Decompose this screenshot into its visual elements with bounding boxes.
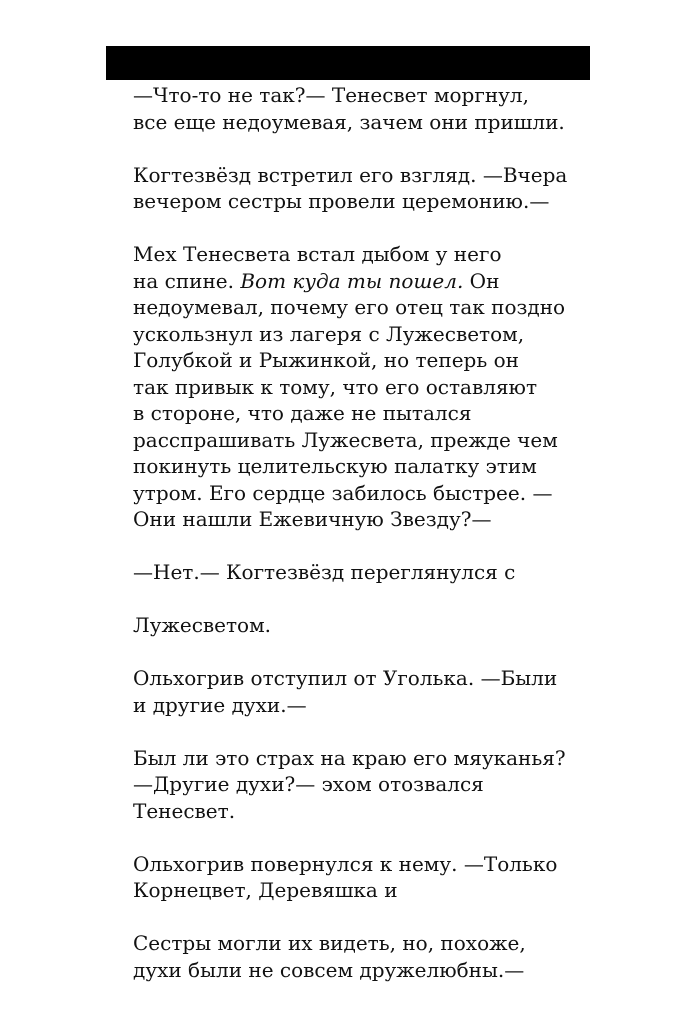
text-run: и другие духи.— (133, 692, 307, 717)
text-run: Был ли это страх на краю его мяуканья? (133, 745, 566, 770)
text-line (133, 188, 583, 215)
text-line (133, 480, 583, 507)
text-line (133, 612, 583, 639)
text-line (133, 957, 583, 984)
text-run: расспрашивать Лужесвета, прежде чем (133, 427, 558, 452)
text-run: —Другие духи?— эхом отозвался (133, 772, 484, 796)
italic-thought: Вот куда ты пошел. (240, 268, 464, 293)
text-run: в стороне, что даже не пытался (133, 401, 472, 425)
paragraph (133, 612, 583, 639)
text-run: Когтезвёзд встретил его взгляд. —Вчера (133, 162, 568, 187)
paragraph (133, 665, 583, 718)
text-line (133, 400, 583, 427)
paragraph (133, 930, 583, 983)
text-run: ускользнул из лагеря с Лужесветом, (133, 321, 525, 346)
paragraph (133, 745, 583, 825)
text-line (133, 798, 583, 825)
text-line (133, 374, 583, 401)
text-line (133, 745, 583, 772)
text-line (133, 268, 583, 295)
text-run: Тенесвет. (133, 798, 236, 823)
text-line (133, 559, 583, 586)
text-run: все еще недоумевая, зачем они пришли. (133, 109, 565, 134)
text-line (133, 771, 583, 798)
text-line (133, 453, 583, 480)
text-run: Корнецвет, Деревяшка и (133, 878, 398, 902)
text-run: так привык к тому, что его оставляют (133, 374, 538, 399)
text-run: Голубкой и Рыжинкой, но теперь он (133, 348, 519, 372)
text-run: Ольхогрив повернулся к нему. —Только (133, 851, 558, 876)
text-run: недоумевал, почему его отец так поздно (133, 295, 566, 319)
text-line (133, 427, 583, 454)
text-run: на спине. (133, 268, 241, 293)
paragraph (133, 559, 583, 586)
text-run: Он (463, 268, 500, 293)
text-line (133, 294, 583, 321)
text-run: Мех Тенесвета встал дыбом у него (133, 242, 502, 266)
text-run: Они нашли Ежевичную Звезду?— (133, 507, 492, 531)
text-run: —Нет.— Когтезвёзд переглянулся с (133, 560, 516, 584)
text-line (133, 692, 583, 719)
paragraph (133, 162, 583, 215)
text-run: —Что-то не так?— Тенесвет моргнул, (133, 83, 529, 107)
paragraph (133, 82, 583, 135)
text-run: покинуть целительскую палатку этим (133, 454, 537, 478)
text-line (133, 877, 583, 904)
text-run: духи были не совсем дружелюбны.— (133, 957, 525, 982)
text-run: вечером сестры провели церемонию.— (133, 189, 550, 213)
text-run: Ольхогрив отступил от Уголька. —Были (133, 666, 558, 690)
text-line (133, 162, 583, 189)
paragraph (133, 851, 583, 904)
text-line (133, 347, 583, 374)
paragraph (133, 241, 583, 533)
text-line (133, 851, 583, 878)
text-line (133, 82, 583, 109)
text-run: Сестры могли их видеть, но, похоже, (133, 931, 526, 955)
text-run: Лужесветом. (133, 613, 272, 637)
text-line (133, 109, 583, 136)
text-run: утром. Его сердце забилось быстрее. — (133, 480, 553, 505)
text-line (133, 506, 583, 533)
document-body (133, 82, 583, 1010)
text-line (133, 321, 583, 348)
redaction-bar (106, 46, 590, 80)
text-line (133, 241, 583, 268)
text-line (133, 665, 583, 692)
text-line (133, 930, 583, 957)
